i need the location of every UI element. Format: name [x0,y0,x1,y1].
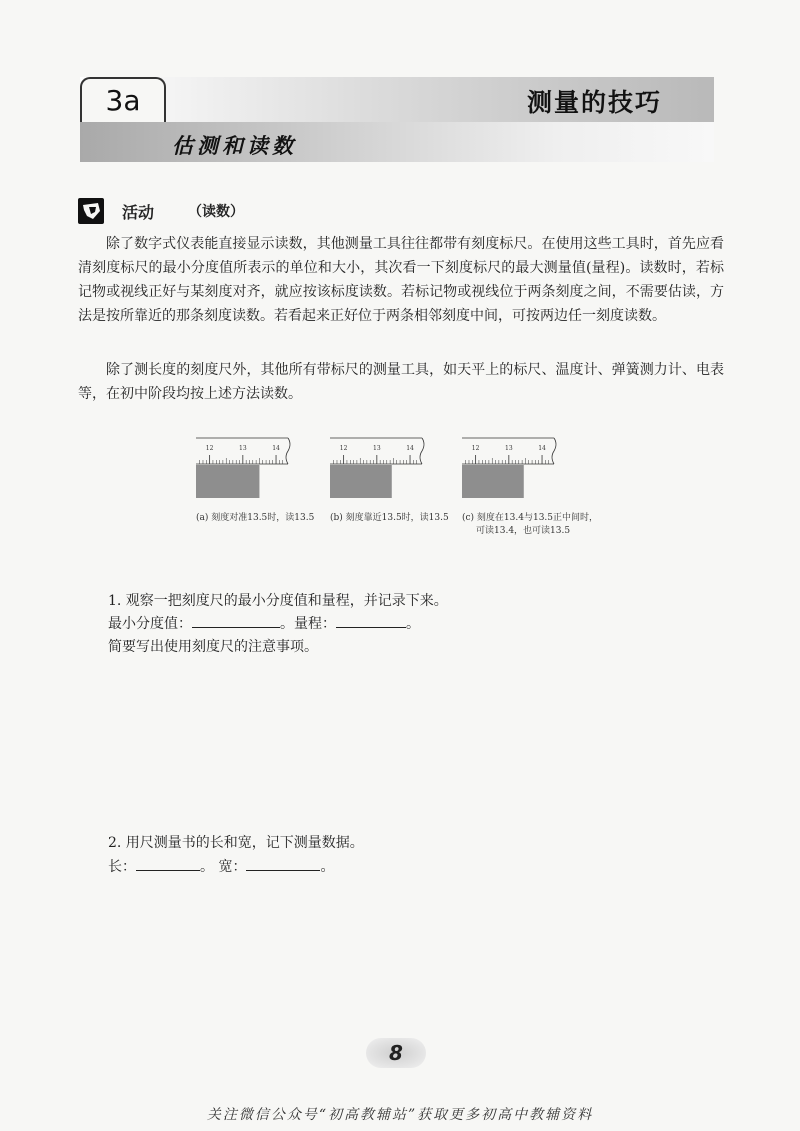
ruler-tick-label: 14 [272,445,280,452]
ruler-tick-label: 13 [505,445,513,452]
ruler-break-edge [420,438,424,464]
range-label: 。量程： [280,616,336,632]
width-blank[interactable] [246,856,320,871]
activity-heading [78,198,244,224]
question-1-note: 简要写出使用刻度尺的注意事项。 [108,639,318,655]
ruler-tick-label: 14 [406,445,414,452]
width-label: 。 宽： [200,859,247,875]
ruler-tick-label: 12 [339,445,348,452]
q1-end-mark: 。 [406,616,420,632]
question-2: 2. 用尺测量书的长和宽，记下测量数据。 [108,835,364,851]
ruler-figure-c [462,436,692,546]
section-subtitle: 估测和读数 [172,133,297,158]
ruler-tick-label: 12 [205,445,214,452]
measured-object [330,465,392,498]
measured-object [196,465,259,498]
question-1: 1. 观察一把刻度尺的最小分度值和量程，并记录下来。 [108,593,448,609]
measured-object [462,465,524,498]
length-label: 长： [108,859,136,875]
figure-caption-b [330,512,449,525]
chapter-header [80,77,714,162]
caption-a-line1: (a) 刻度对准13.5时，读13.5 [196,513,315,523]
paragraph-2: 除了测长度的刻度尺外，其他所有带标尺的测量工具，如天平上的标尺、温度计、弹簧测力计、电表等，在初中阶段均按上述方法读数。 [78,362,724,402]
figure-caption-c [462,512,598,538]
min-division-label: 最小分度值： [108,616,192,632]
ruler-tick-label: 13 [373,445,381,452]
activity-title: 活动 [122,202,155,222]
question-2-fields [108,856,334,878]
ruler-tick-label: 12 [471,445,480,452]
ruler-break-edge [552,438,556,464]
activity-icon [78,198,104,224]
caption-c-line1: (c) 刻度在13.4与13.5正中间时， [462,513,599,523]
caption-b-line1: (b) 刻度靠近13.5时，读13.5 [330,513,449,523]
section-number: 3a [80,77,166,122]
length-blank[interactable] [136,856,200,871]
ruler-break-edge [286,438,290,464]
range-blank[interactable] [336,613,406,628]
figure-caption-a [196,512,314,525]
page-number: 8 [366,1038,426,1068]
footer-note: 关注微信公众号“初高教辅站”获取更多初高中教辅资料 [206,1107,594,1123]
ruler-tick-label: 14 [538,445,546,452]
caption-c-line2: 可读13.4，也可读13.5 [476,526,571,536]
ruler-diagram-c [462,436,692,508]
q2-end-mark: 。 [320,859,335,875]
chapter-title: 测量的技巧 [526,88,662,117]
activity-subtitle: （读数） [188,204,245,220]
paragraph-1: 除了数字式仪表能直接显示读数，其他测量工具往往都带有刻度标尺。在使用这些工具时，首先应看清刻度标尺的最小分度值所表示的单位和大小，其次看一下刻度标尺的最大测量值(量程)。读数时，若标记物或视线正好与某刻度对齐，就应按该标度读数。若标记物或视线位于两条刻度之间，不需要估读，方法是按所靠近的那条刻度读数。若看起来正好位于两条相邻刻度中间，可按两边任一刻度读数。 [78,236,724,324]
ruler-tick-label: 13 [239,445,247,452]
min-division-blank[interactable] [192,613,280,628]
question-1-fields [108,613,420,635]
